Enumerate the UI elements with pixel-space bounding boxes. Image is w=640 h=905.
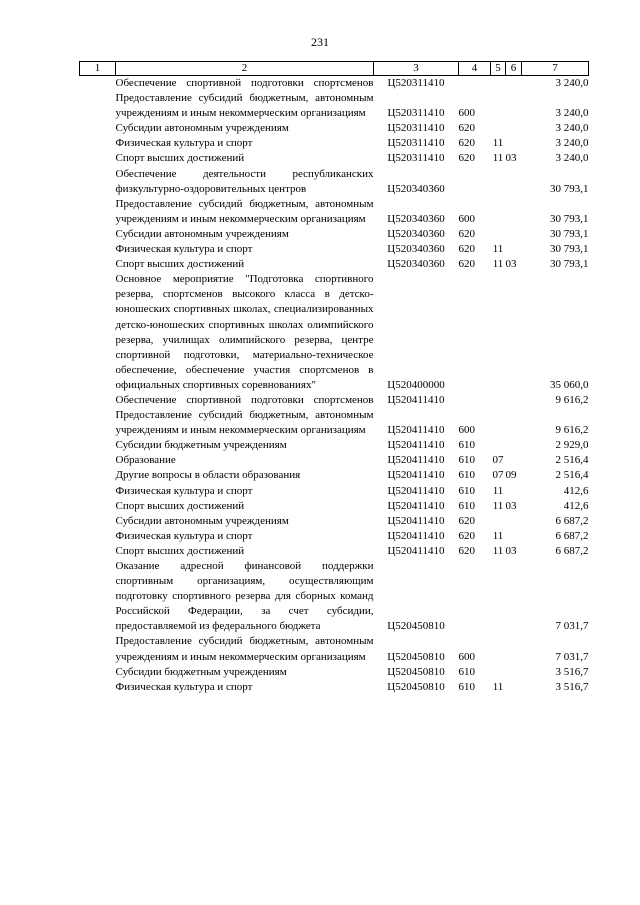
row-name: Субсидии автономным учреждениям (115, 514, 289, 527)
row-sum: 412,6 (563, 499, 589, 512)
row-pr (506, 529, 522, 544)
row-sum: 3 240,0 (555, 107, 589, 120)
table-row (80, 634, 589, 664)
row-sum: 3 240,0 (555, 152, 589, 165)
row-code: Ц520311410 (387, 107, 445, 120)
row-pr (506, 227, 522, 242)
row-sum: 30 793,1 (550, 212, 589, 225)
row-code: Ц520340360 (387, 243, 445, 256)
row-num (80, 91, 116, 121)
row-name: Спорт высших достижений (115, 258, 245, 271)
row-vr: 620 (458, 137, 475, 150)
row-num (80, 453, 116, 468)
row-vr: 620 (458, 514, 475, 527)
row-code: Ц520411410 (387, 454, 445, 467)
row-num (80, 272, 116, 393)
row-pr (506, 197, 522, 227)
row-name: Субсидии бюджетным учреждениям (115, 665, 287, 678)
row-rz (491, 559, 506, 634)
row-num (80, 544, 116, 559)
row-code: Ц520411410 (387, 439, 445, 452)
row-sum: 3 240,0 (555, 77, 589, 89)
row-name: Обеспечение спортивной подготовки спортсменов (115, 393, 374, 406)
row-name: Физическая культура и спорт (115, 680, 253, 693)
row-vr: 610 (458, 469, 475, 482)
row-rz (491, 167, 506, 197)
row-sum: 2 929,0 (555, 439, 589, 452)
row-name: Основное мероприятие "Подготовка спортивного резерва, спортсменов высокого класса в детско-юношеских спортивных школах, специализированных детско-юношеских спортивных школах олимпийского резерва, училищах олимпийского резерва, центре спортивной подготовки, материально-техническое обеспечение, обеспечение участия спортсменов в официальных спортивных соревнованиях" (115, 273, 374, 391)
row-sum: 30 793,1 (550, 182, 589, 195)
table-row (80, 438, 589, 453)
table-row (80, 167, 589, 197)
row-rz: 07 (492, 469, 504, 482)
budget-table (79, 61, 589, 695)
row-sum: 3 516,7 (555, 680, 589, 693)
row-pr (506, 514, 522, 529)
row-rz: 11 (492, 529, 504, 542)
table-row (80, 91, 589, 121)
row-code: Ц520411410 (387, 484, 445, 497)
table-row (80, 76, 589, 92)
row-rz: 07 (492, 454, 504, 467)
row-code: Ц520411410 (387, 529, 445, 542)
row-vr: 610 (458, 484, 475, 497)
row-vr (459, 76, 491, 92)
row-pr (506, 393, 522, 408)
row-pr (506, 453, 522, 468)
table-row (80, 468, 589, 483)
page-number: 231 (311, 35, 329, 49)
row-pr (506, 680, 522, 695)
row-pr: 03 (505, 258, 517, 271)
row-pr (506, 408, 522, 438)
row-sum: 3 516,7 (555, 665, 589, 678)
row-vr: 620 (458, 544, 475, 557)
row-name: Оказание адресной финансовой поддержки спортивным организациям, осуществляющим подготовку спортивного резерва для сборных команд Российской Федерации, за счет субсидии, предоставляемой из федерального бюджета (115, 560, 374, 633)
table-row (80, 151, 589, 166)
row-vr: 620 (458, 258, 475, 271)
row-num (80, 499, 116, 514)
row-name: Субсидии автономным учреждениям (115, 227, 289, 240)
row-code: Ц520450810 (387, 665, 445, 678)
row-name: Другие вопросы в области образования (115, 469, 301, 482)
row-rz (491, 408, 506, 438)
row-rz (491, 76, 506, 92)
row-pr: 03 (505, 152, 517, 165)
header-col-3: 3 (374, 62, 459, 76)
row-name: Образование (115, 454, 176, 467)
row-code: Ц520311410 (387, 122, 445, 135)
row-sum: 3 240,0 (555, 137, 589, 150)
row-code: Ц520450810 (387, 680, 445, 693)
row-rz (491, 227, 506, 242)
row-sum: 6 687,2 (555, 544, 589, 557)
table-row (80, 227, 589, 242)
row-code: Ц520340360 (387, 212, 445, 225)
row-pr (506, 665, 522, 680)
row-sum: 30 793,1 (550, 258, 589, 271)
row-rz (491, 514, 506, 529)
row-rz: 11 (492, 258, 504, 271)
row-vr: 600 (458, 212, 475, 225)
row-rz (491, 665, 506, 680)
row-vr: 620 (458, 122, 475, 135)
header-col-1: 1 (80, 62, 116, 76)
row-name: Обеспечение деятельности республиканских физкультурно-оздоровительных центров (115, 167, 374, 195)
row-code: Ц520411410 (387, 544, 445, 557)
row-rz: 11 (492, 680, 504, 693)
row-sum: 9 616,2 (555, 424, 589, 437)
row-num (80, 76, 116, 92)
row-name: Спорт высших достижений (115, 499, 245, 512)
row-rz: 11 (492, 137, 504, 150)
table-row (80, 121, 589, 136)
row-vr: 610 (458, 439, 475, 452)
row-pr (506, 76, 522, 92)
row-name: Предоставление субсидий бюджетным, автономным учреждениям и иным некоммерческим организациям (115, 409, 374, 437)
row-sum: 7 031,7 (555, 650, 589, 663)
row-pr (506, 121, 522, 136)
table-row (80, 484, 589, 499)
row-name: Предоставление субсидий бюджетным, автономным учреждениям и иным некоммерческим организациям (115, 92, 374, 120)
table-row (80, 529, 589, 544)
row-vr: 620 (458, 227, 475, 240)
row-num (80, 634, 116, 664)
row-vr (459, 167, 491, 197)
row-name: Спорт высших достижений (115, 152, 245, 165)
row-num (80, 227, 116, 242)
row-name: Субсидии бюджетным учреждениям (115, 439, 287, 452)
row-num (80, 408, 116, 438)
row-sum: 30 793,1 (550, 227, 589, 240)
table-row (80, 559, 589, 634)
row-pr (506, 91, 522, 121)
row-vr: 620 (458, 529, 475, 542)
row-code: Ц520411410 (387, 393, 445, 406)
row-num (80, 514, 116, 529)
table-body (80, 76, 589, 695)
row-code: Ц520450810 (387, 650, 445, 663)
row-rz (491, 91, 506, 121)
row-vr (459, 272, 491, 393)
row-vr: 610 (458, 454, 475, 467)
row-rz (491, 634, 506, 664)
row-code: Ц520411410 (387, 469, 445, 482)
row-name: Субсидии автономным учреждениям (115, 122, 289, 135)
row-name: Предоставление субсидий бюджетным, автономным учреждениям и иным некоммерческим организациям (115, 197, 374, 225)
row-num (80, 136, 116, 151)
table-row (80, 272, 589, 393)
row-pr (506, 484, 522, 499)
row-name: Физическая культура и спорт (115, 243, 253, 256)
table-row (80, 136, 589, 151)
row-vr: 610 (458, 665, 475, 678)
table-row (80, 408, 589, 438)
row-rz (491, 272, 506, 393)
row-sum: 3 240,0 (555, 122, 589, 135)
row-vr (459, 393, 491, 408)
row-num (80, 197, 116, 227)
row-sum: 2 516,4 (555, 454, 589, 467)
row-name: Предоставление субсидий бюджетным, автономным учреждениям и иным некоммерческим организациям (115, 635, 374, 663)
row-name: Обеспечение спортивной подготовки спортсменов (115, 77, 374, 89)
row-rz (491, 393, 506, 408)
row-sum: 9 616,2 (555, 393, 589, 406)
row-sum: 6 687,2 (555, 514, 589, 527)
row-pr: 09 (505, 469, 517, 482)
row-pr (506, 634, 522, 664)
row-sum: 412,6 (563, 484, 589, 497)
table-row (80, 197, 589, 227)
row-num (80, 121, 116, 136)
row-pr (506, 559, 522, 634)
table-row (80, 680, 589, 695)
table-row (80, 242, 589, 257)
table-row (80, 514, 589, 529)
row-vr: 620 (458, 243, 475, 256)
header-col-2: 2 (116, 62, 374, 76)
row-pr (506, 242, 522, 257)
row-rz: 11 (492, 544, 504, 557)
row-rz (491, 121, 506, 136)
row-code: Ц520411410 (387, 424, 445, 437)
row-pr: 03 (505, 499, 517, 512)
row-code: Ц520450810 (387, 620, 445, 633)
row-vr: 610 (458, 680, 475, 693)
row-name: Физическая культура и спорт (115, 137, 253, 150)
row-code: Ц520311410 (387, 77, 445, 89)
row-name: Физическая культура и спорт (115, 529, 253, 542)
row-num (80, 393, 116, 408)
row-rz (491, 197, 506, 227)
row-sum: 2 516,4 (555, 469, 589, 482)
table-row (80, 453, 589, 468)
table-row (80, 393, 589, 408)
row-vr: 600 (458, 107, 475, 120)
row-rz: 11 (492, 243, 504, 256)
row-num (80, 257, 116, 272)
header-row (80, 62, 589, 76)
table-row (80, 499, 589, 514)
row-num (80, 167, 116, 197)
row-code: Ц520340360 (387, 182, 445, 195)
row-num (80, 151, 116, 166)
row-pr (506, 438, 522, 453)
row-pr (506, 272, 522, 393)
row-sum: 7 031,7 (555, 620, 589, 633)
row-pr (506, 136, 522, 151)
row-vr: 610 (458, 499, 475, 512)
header-col-7: 7 (522, 62, 589, 76)
row-sum: 35 060,0 (550, 378, 589, 391)
row-code: Ц520311410 (387, 152, 445, 165)
table-row (80, 544, 589, 559)
row-pr (506, 167, 522, 197)
header-col-4: 4 (459, 62, 491, 76)
row-rz: 11 (492, 499, 504, 512)
row-num (80, 438, 116, 453)
row-vr: 600 (458, 650, 475, 663)
row-code: Ц520340360 (387, 227, 445, 240)
row-num (80, 468, 116, 483)
row-sum: 6 687,2 (555, 529, 589, 542)
row-sum: 30 793,1 (550, 243, 589, 256)
row-num (80, 665, 116, 680)
table-row (80, 665, 589, 680)
table-header (80, 62, 589, 76)
row-vr (459, 559, 491, 634)
header-col-5: 5 (491, 62, 506, 76)
row-name: Физическая культура и спорт (115, 484, 253, 497)
row-rz (491, 438, 506, 453)
row-vr: 620 (458, 152, 475, 165)
row-code: Ц520411410 (387, 499, 445, 512)
row-num (80, 529, 116, 544)
header-col-6: 6 (506, 62, 522, 76)
row-rz: 11 (492, 152, 504, 165)
row-code: Ц520400000 (387, 378, 445, 391)
row-name: Спорт высших достижений (115, 544, 245, 557)
row-num (80, 484, 116, 499)
row-code: Ц520411410 (387, 514, 445, 527)
row-num (80, 559, 116, 634)
row-code: Ц520340360 (387, 258, 445, 271)
row-pr: 03 (505, 544, 517, 557)
row-code: Ц520311410 (387, 137, 445, 150)
row-rz: 11 (492, 484, 504, 497)
row-num (80, 680, 116, 695)
row-vr: 600 (458, 424, 475, 437)
table-row (80, 257, 589, 272)
row-num (80, 242, 116, 257)
